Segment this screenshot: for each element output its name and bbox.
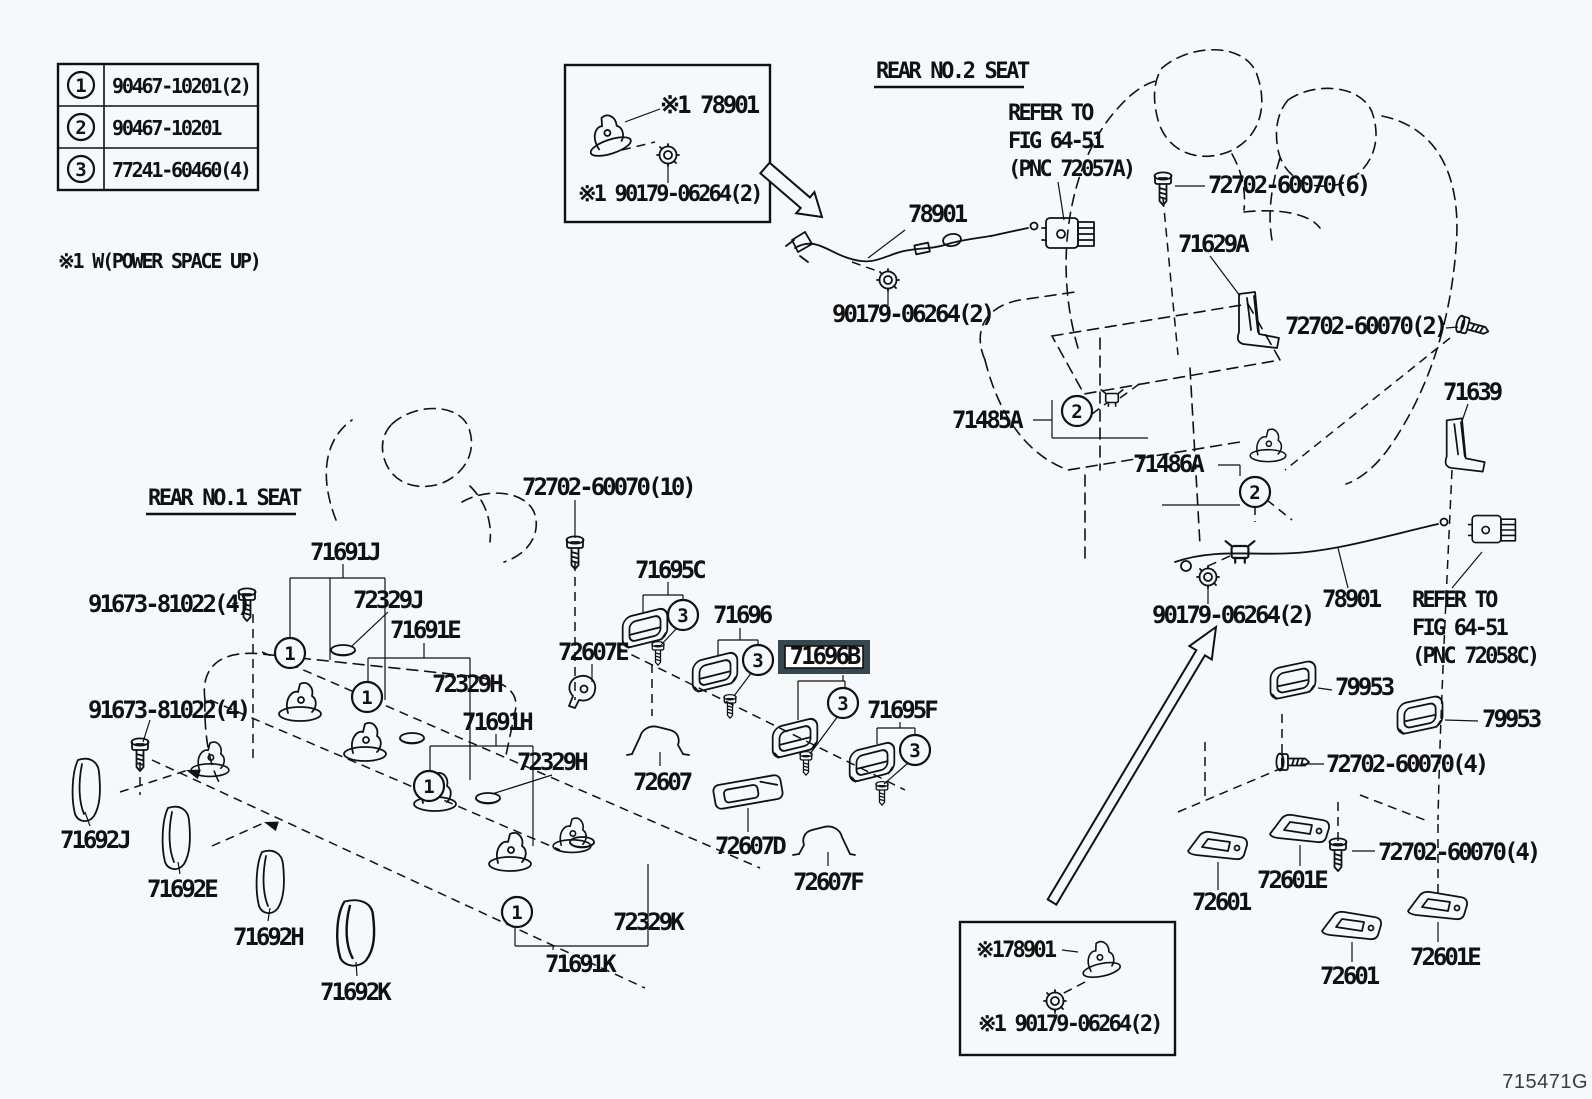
part-label-72329K[interactable]: 72329K (613, 908, 682, 936)
part-label-78901-inset-top[interactable]: ※1 78901 (660, 91, 758, 119)
svg-text:1: 1 (361, 687, 373, 709)
part-label-78901-top[interactable]: 78901 (908, 200, 966, 228)
support-bracket-icon (793, 826, 855, 855)
release-cable-top (786, 218, 1094, 305)
part-labels (60, 171, 1541, 1006)
legend-part-1: 90467-10201(2) (112, 74, 250, 98)
cup-holder-icon (850, 741, 895, 783)
inset-box-bottom (960, 922, 1175, 1055)
legend-num-1: 1 (75, 75, 87, 97)
cup-holder-icon (693, 651, 738, 693)
heading-rear-no2-seat (874, 59, 1030, 87)
part-label-71696[interactable]: 71696 (713, 601, 771, 629)
part-label-71691E[interactable]: 71691E (390, 616, 459, 644)
svg-text:1: 1 (423, 776, 435, 798)
part-label-71692J[interactable]: 71692J (60, 826, 129, 854)
part-label-72601-1[interactable]: 72601 (1192, 888, 1250, 916)
rear-no1-seat-title: REAR NO.1 SEAT (148, 486, 300, 511)
callout-1[interactable] (502, 897, 532, 927)
part-label-72702-4a[interactable]: 72702-60070(4) (1326, 750, 1487, 778)
svg-text:2: 2 (1071, 401, 1083, 423)
screw-icon (876, 782, 888, 805)
nut-icon (1197, 566, 1219, 588)
part-label-90179-inset-bottom[interactable]: ※1 90179-06264(2) (978, 1012, 1161, 1037)
cup-holder-icon (623, 607, 668, 649)
part-label-78901-right[interactable]: 78901 (1322, 585, 1380, 613)
screw-icon (724, 695, 736, 718)
seat-lock-icon (279, 683, 321, 721)
striker-plate-icon (1322, 912, 1381, 939)
screw-icon (652, 642, 664, 665)
seat-lock-icon (344, 723, 386, 761)
part-label-72702-6[interactable]: 72702-60070(6) (1208, 171, 1369, 199)
part-label-72329H-2[interactable]: 72329H (517, 748, 586, 776)
part-label-72607D[interactable]: 72607D (715, 832, 784, 860)
power-space-up-note: ※1 W(POWER SPACE UP) (58, 249, 260, 273)
hinge-cover-icon (163, 807, 190, 869)
part-label-90179-top[interactable]: 90179-06264(2) (832, 300, 993, 328)
striker-plate-icon (1188, 832, 1247, 859)
part-label-71692H[interactable]: 71692H (233, 923, 302, 951)
rear-no2-seat-title: REAR NO.2 SEAT (876, 59, 1028, 84)
part-label-72702-2[interactable]: 72702-60070(2) (1285, 312, 1446, 340)
refer-b-line2: FIG 64-51 (1412, 616, 1507, 641)
part-label-71692K[interactable]: 71692K (320, 978, 389, 1006)
part-label-79953-1[interactable]: 79953 (1335, 673, 1393, 701)
heading-rear-no1-seat (146, 486, 302, 514)
part-label-72329H-1[interactable]: 72329H (432, 670, 501, 698)
callout-1[interactable] (352, 682, 382, 712)
callout-3[interactable] (668, 600, 698, 630)
cap-clip-icon (570, 837, 594, 848)
callout-1[interactable] (275, 638, 305, 668)
legend-num-3: 3 (75, 159, 87, 181)
cable-bracket-icon (1226, 541, 1255, 563)
part-label-91673-2[interactable]: 91673-81022(4) (88, 696, 249, 724)
refer-b-line3: (PNC 72058C) (1412, 644, 1538, 669)
part-label-90179-right[interactable]: 90179-06264(2) (1152, 601, 1313, 629)
svg-text:2: 2 (1249, 482, 1261, 504)
cap-clip-icon (400, 733, 424, 744)
part-label-72601E-2[interactable]: 72601E (1410, 943, 1479, 971)
direction-arrowhead-icon (262, 817, 278, 831)
svg-text:3: 3 (909, 740, 921, 762)
screw-icon (1455, 315, 1491, 340)
part-label-79953-2[interactable]: 79953 (1482, 705, 1540, 733)
legend-part-3: 77241-60460(4) (112, 158, 250, 182)
leg-bracket-icon (1446, 418, 1485, 471)
cap-clip-icon (476, 793, 500, 804)
callout-3[interactable] (828, 688, 858, 718)
svg-text:1: 1 (284, 643, 296, 665)
part-label-72329J[interactable]: 72329J (353, 586, 422, 614)
part-label-71691J[interactable]: 71691J (310, 538, 379, 566)
fastener-icons (132, 172, 1491, 871)
part-label-71629A[interactable]: 71629A (1178, 230, 1247, 258)
part-label-91673-1[interactable]: 91673-81022(4) (88, 590, 249, 618)
cable-motor-icon (1469, 516, 1516, 543)
svg-text:3: 3 (752, 650, 764, 672)
seat-lock-icon (489, 833, 531, 871)
part-label-72601-2[interactable]: 72601 (1320, 962, 1378, 990)
nut-icon (657, 144, 679, 166)
callout-2[interactable] (1062, 396, 1092, 426)
hinge-cover-icon (73, 759, 100, 821)
screw-icon (1330, 838, 1347, 871)
part-label-72607[interactable]: 72607 (633, 768, 691, 796)
callout-2[interactable] (1240, 477, 1270, 507)
cup-holder-icon (1398, 695, 1443, 735)
rear-no2-seat-outline (980, 50, 1457, 560)
svg-text:3: 3 (677, 605, 689, 627)
part-label-71691H[interactable]: 71691H (462, 708, 531, 736)
part-label-71692E[interactable]: 71692E (147, 875, 216, 903)
hinge-cover-icon (257, 851, 284, 913)
striker-plate-icon (1408, 892, 1467, 919)
leg-bracket-icon (1238, 292, 1279, 348)
screw-icon (800, 752, 812, 775)
part-label-71691K[interactable]: 71691K (545, 950, 614, 978)
seat-lock-icon (1250, 429, 1286, 461)
cup-holder-icon (1271, 660, 1316, 700)
part-label-72702-10[interactable]: 72702-60070(10) (522, 473, 694, 501)
seat-lock-icon (1077, 939, 1121, 980)
legend-table (58, 64, 258, 190)
part-label-71485A[interactable]: 71485A (952, 406, 1021, 434)
svg-text:3: 3 (837, 693, 849, 715)
support-bracket-icon (627, 726, 689, 755)
refer-note-pnc72058c (1412, 552, 1537, 669)
selected-part-highlight[interactable] (778, 640, 870, 674)
hinge-clip-icon (1101, 390, 1123, 406)
part-label-71696B: 71696B (789, 642, 859, 670)
part-label-71695C[interactable]: 71695C (635, 556, 704, 584)
callout-1[interactable] (414, 771, 444, 801)
striker-plate-icon (712, 774, 783, 809)
svg-text:1: 1 (511, 902, 523, 924)
part-label-71695F[interactable]: 71695F (867, 696, 936, 724)
clamp-bracket-icon (569, 676, 595, 708)
nut-icon (1044, 990, 1066, 1012)
legend-part-2: 90467-10201 (112, 116, 221, 140)
inset-box-top (565, 65, 770, 222)
hinge-cover-icon (337, 900, 374, 965)
pointer-arrow-bottom-icon (1048, 627, 1216, 905)
refer-a-line2: FIG 64-51 (1008, 129, 1103, 154)
seat-lock-icon (581, 111, 633, 160)
nut-icon (877, 269, 899, 291)
cap-clip-icon (331, 645, 355, 656)
callout-3[interactable] (900, 735, 930, 765)
refer-a-line3: (PNC 72057A) (1008, 157, 1134, 182)
refer-a-line1: REFER TO (1008, 101, 1092, 126)
striker-plate-icon (1270, 815, 1329, 842)
part-label-72607F[interactable]: 72607F (793, 868, 862, 896)
part-label-78901-inset-bottom[interactable]: ※178901 (976, 938, 1055, 963)
legend-num-2: 2 (75, 117, 87, 139)
callout-3[interactable] (743, 645, 773, 675)
part-label-72702-4b[interactable]: 72702-60070(4) (1378, 838, 1539, 866)
refer-b-line1: REFER TO (1412, 588, 1496, 613)
construction-dashed-lines (120, 198, 1452, 988)
refer-note-pnc72057a (1008, 101, 1133, 220)
part-label-90179-inset-top[interactable]: ※1 90179-06264(2) (578, 182, 761, 207)
figure-number: 715471G (1502, 1071, 1588, 1093)
part-label-72601E-1[interactable]: 72601E (1257, 866, 1326, 894)
part-label-71639[interactable]: 71639 (1443, 378, 1501, 406)
part-label-71486A[interactable]: 71486A (1133, 450, 1202, 478)
part-label-72607E[interactable]: 72607E (558, 638, 627, 666)
